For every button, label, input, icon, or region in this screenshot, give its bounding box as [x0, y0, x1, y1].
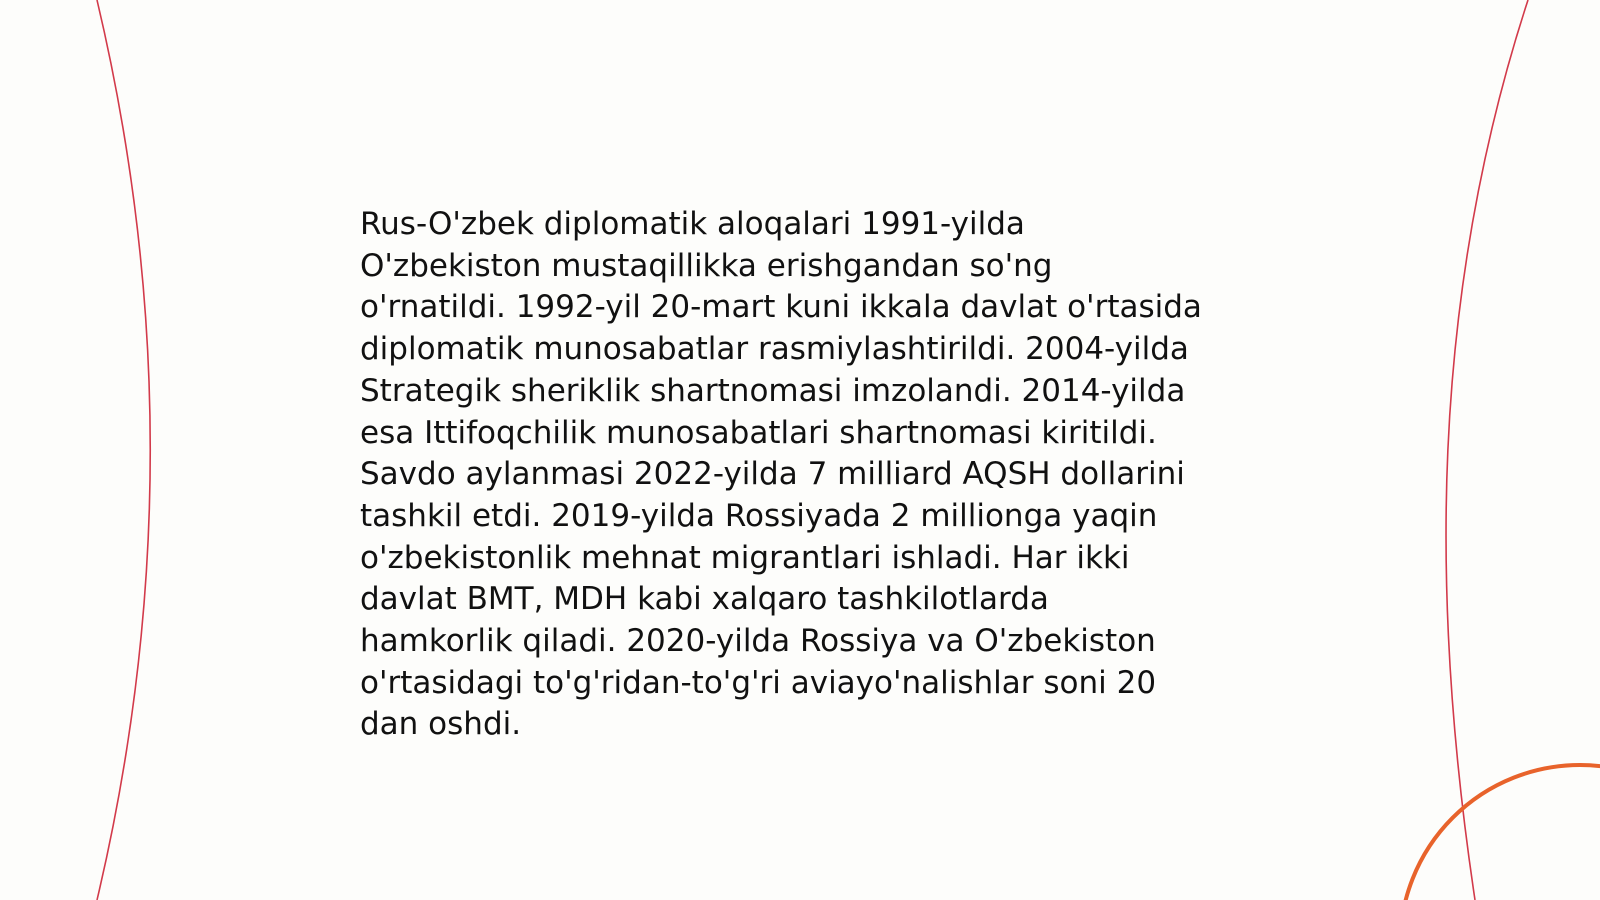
body-line: dan oshdi. [360, 706, 522, 743]
right-decorative-curve [1446, 0, 1528, 900]
body-line: Rus-O'zbek diplomatik aloqalari 1991-yilda [360, 206, 1025, 242]
body-line: Savdo aylanmasi 2022-yilda 7 milliard AQSH dollarini [360, 456, 1185, 493]
orange-decorative-arc [1400, 765, 1600, 900]
body-line: O'zbekiston mustaqillikka erishgandan so'ng [360, 247, 1053, 284]
body-line: davlat BMT, MDH kabi xalqaro tashkilotlarda [360, 581, 1049, 618]
body-paragraph [360, 204, 1240, 746]
body-line: diplomatik munosabatlar rasmiylashtirildi. 2004-yilda [360, 331, 1189, 368]
body-line: Strategik sheriklik shartnomasi imzolandi. 2014-yilda [360, 372, 1186, 409]
body-line: o'rnatildi. 1992-yil 20-mart kuni ikkala davlat o'rtasida [360, 289, 1202, 326]
body-line: esa Ittifoqchilik munosabatlari shartnomasi kiritildi. [360, 414, 1157, 451]
left-decorative-curve [97, 0, 150, 900]
body-line: o'zbekistonlik mehnat migrantlari ishladi. Har ikki [360, 539, 1130, 576]
body-line: tashkil etdi. 2019-yilda Rossiyada 2 millionga yaqin [360, 497, 1158, 534]
body-line: o'rtasidagi to'g'ridan-to'g'ri aviayo'nalishlar soni 20 [360, 664, 1157, 701]
body-line: hamkorlik qiladi. 2020-yilda Rossiya va O'zbekiston [360, 623, 1156, 660]
